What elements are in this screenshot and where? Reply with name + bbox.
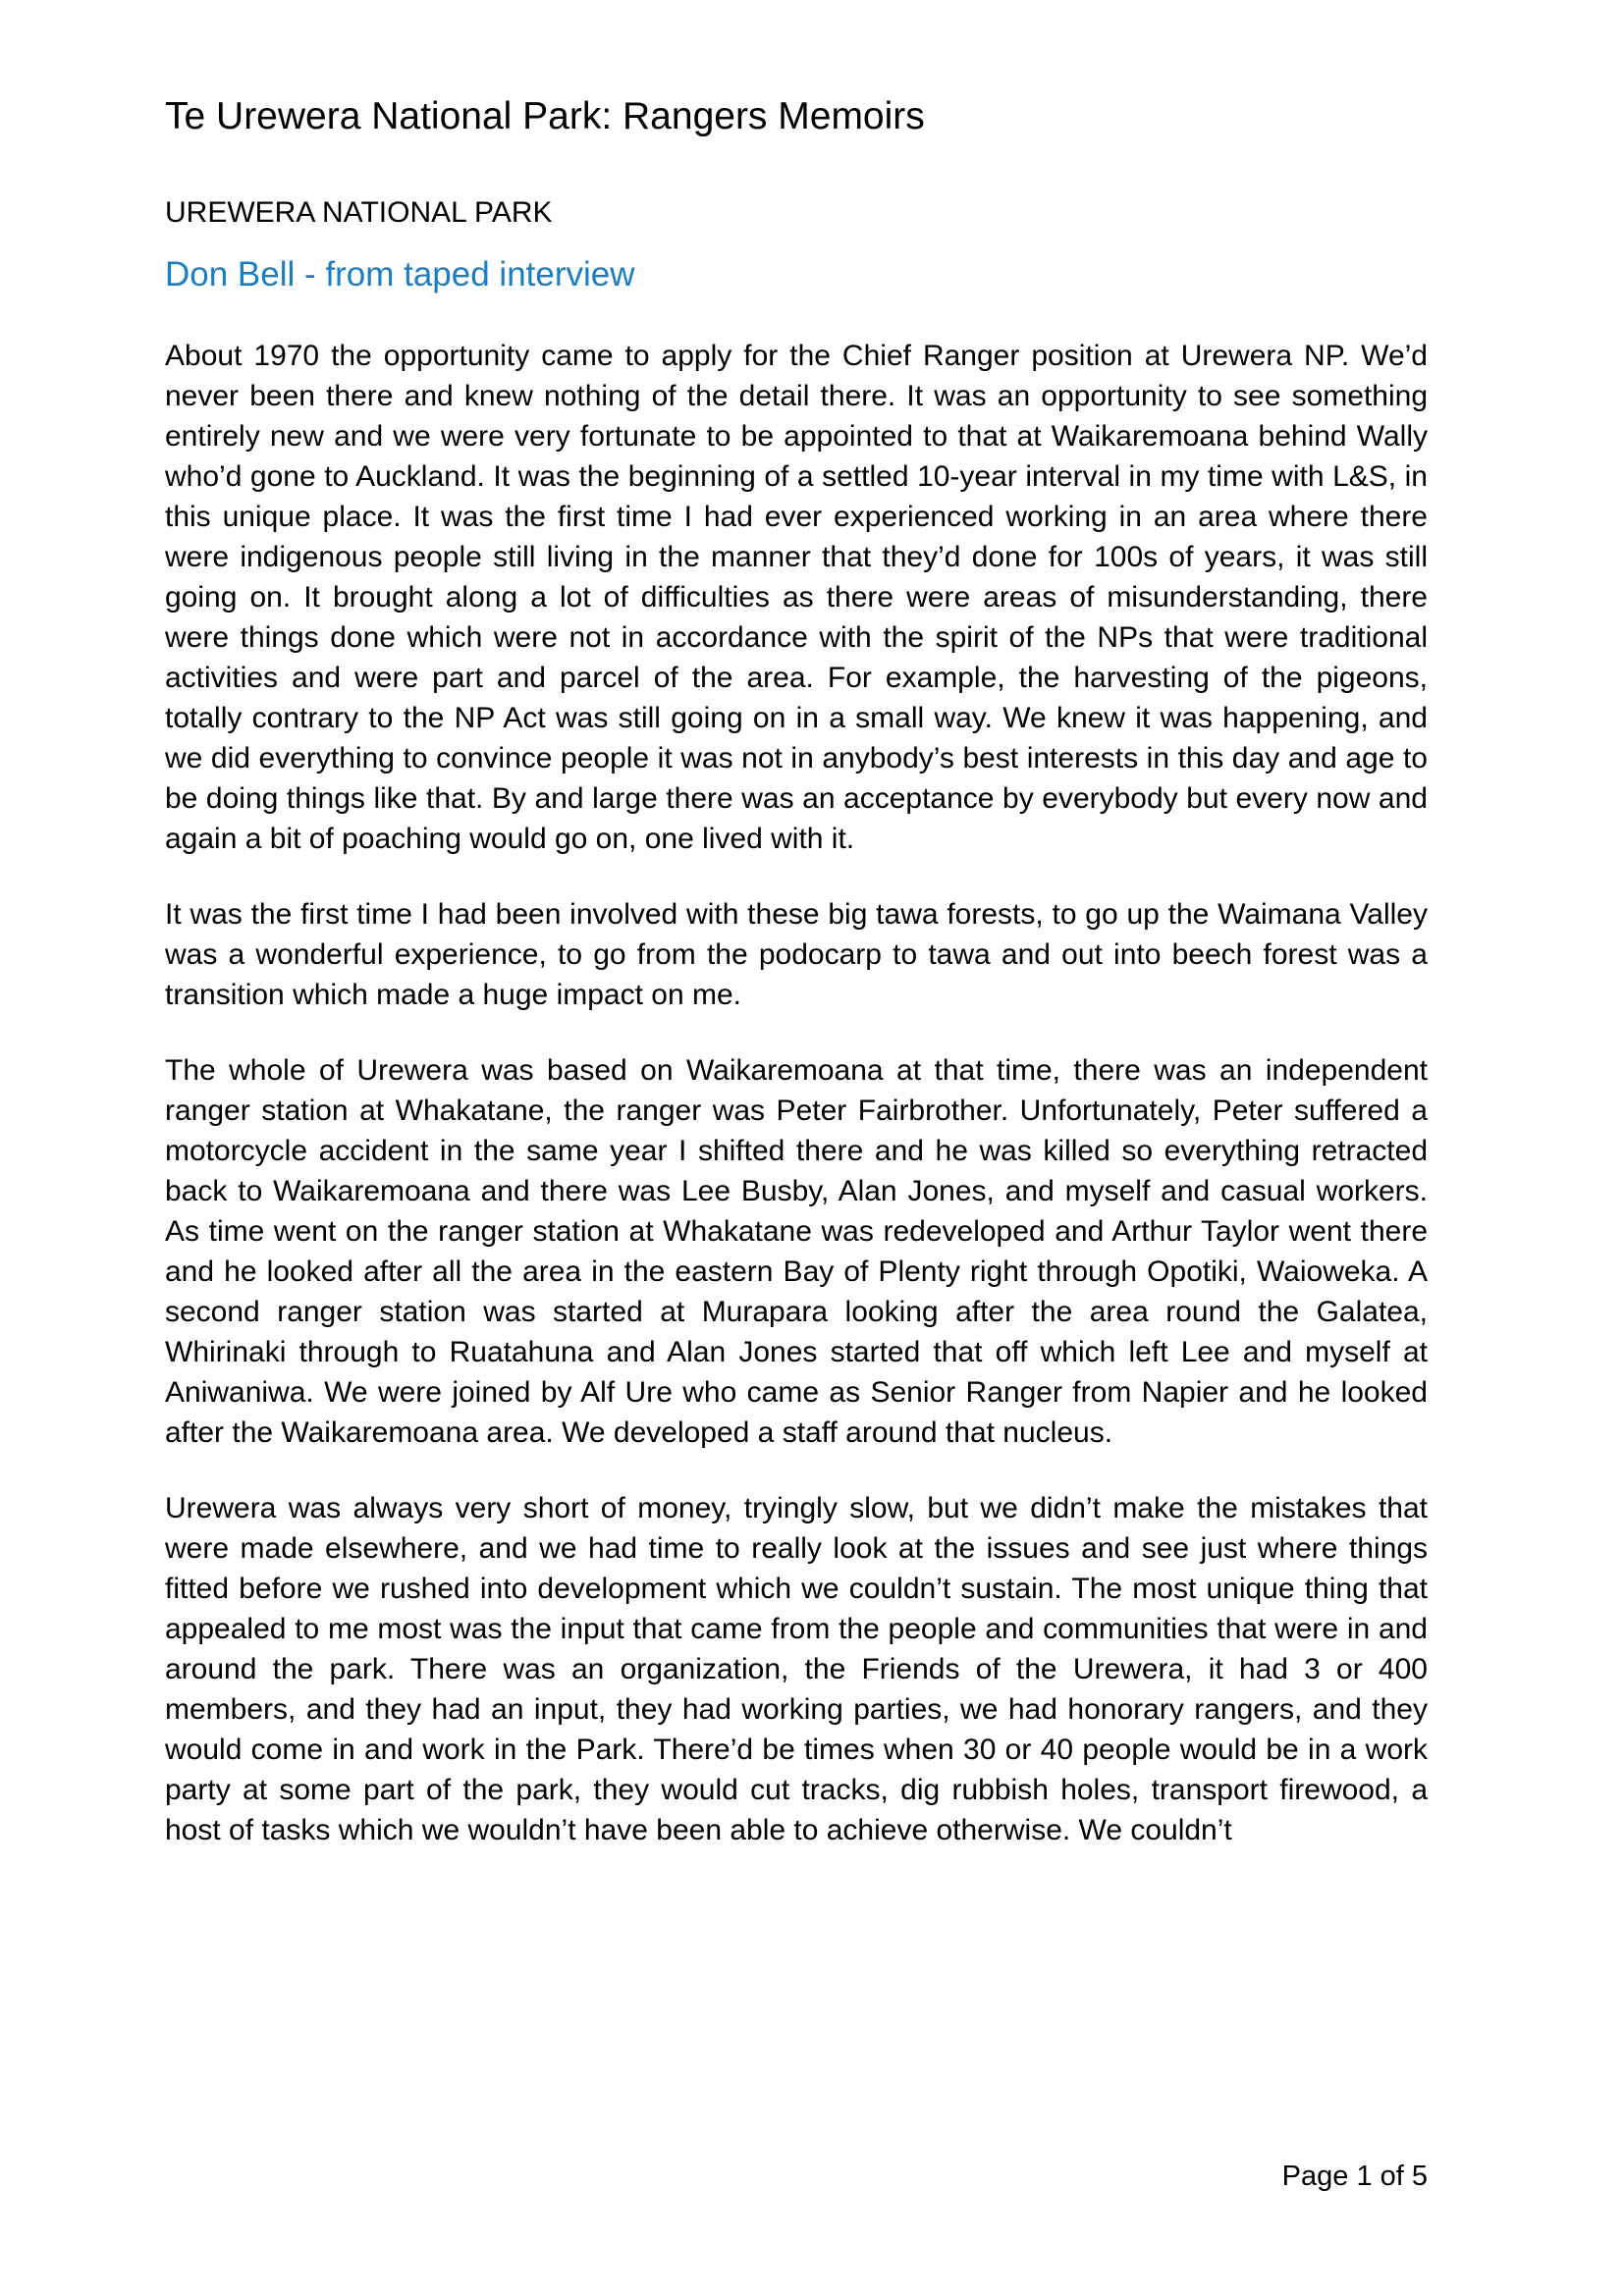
paragraph-1: About 1970 the opportunity came to apply for the Chief Ranger position at Urewera NP. We’d never been there and knew nothing of the detail there. It was an opportunity to see something entirely new and we were very fortunate to be appointed to that at Waikaremoana behind Wally who’d gone to Auckland. It was the beginning of a settled 10-year interval in my time with L&S, in this unique place. It was the first time I had ever experienced working in an area where there were indigenous people still living in the manner that they’d done for 100s of years, it was still going on. It brought along a lot of difficulties as there were areas of misunderstanding, there were things done which were not in accordance with the spirit of the NPs that were traditional activities and were part and parcel of the area. For example, the harvesting of the pigeons, totally contrary to the NP Act was still going on in a small way. We knew it was happening, and we did everything to convince people it was not in anybody’s best interests in this day and age to be doing things like that. By and large there was an acceptance by everybody but every now and again a bit of poaching would go on, one lived with it.	[165, 340, 1428, 855]
page-title: Te Urewera National Park: Rangers Memoirs	[165, 95, 925, 137]
page-footer	[1282, 2159, 1428, 2194]
interview-heading: Don Bell - from taped interview	[165, 255, 635, 294]
document-body	[165, 336, 1428, 1850]
paragraph-3: The whole of Urewera was based on Waikaremoana at that time, there was an independent ranger station at Whakatane, the ranger was Peter Fairbrother. Unfortunately, Peter suffered a motorcycle accident in the same year I shifted there and he was killed so everything retracted back to Waikaremoana and there was Lee Busby, Alan Jones, and myself and casual workers. As time went on the ranger station at Whakatane was redeveloped and Arthur Taylor went there and he looked after all the area in the eastern Bay of Plenty right through Opotiki, Waioweka. A second ranger station was started at Murapara looking after the area round the Galatea, Whirinaki through to Ruatahuna and Alan Jones started that off which left Lee and myself at Aniwaniwa. We were joined by Alf Ure who came as Senior Ranger from Napier and he looked after the Waikaremoana area. We developed a staff around that nucleus.	[165, 1054, 1428, 1449]
paragraph-4: Urewera was always very short of money, tryingly slow, but we didn’t make the mistakes that were made elsewhere, and we had time to really look at the issues and see just where things fitted before we rushed into development which we couldn’t sustain. The most unique thing that appealed to me most was the input that came from the people and communities that were in and around the park. There was an organization, the Friends of the Urewera, it had 3 or 400 members, and they had an input, they had working parties, we had honorary rangers, and they would come in and work in the Park. There’d be times when 30 or 40 people would be in a work party at some part of the park, they would cut tracks, dig rubbish holes, transport firewood, a host of tasks which we wouldn’t have been able to achieve otherwise. We couldn’t	[165, 1492, 1428, 1846]
paragraph-2: It was the first time I had been involved with these big tawa forests, to go up the Waimana Valley was a wonderful experience, to go from the podocarp to tawa and out into beech forest was a transition which made a huge impact on me.	[165, 898, 1428, 1011]
page-number: Page 1 of 5	[1281, 2161, 1428, 2192]
section-heading: UREWERA NATIONAL PARK	[165, 196, 553, 229]
